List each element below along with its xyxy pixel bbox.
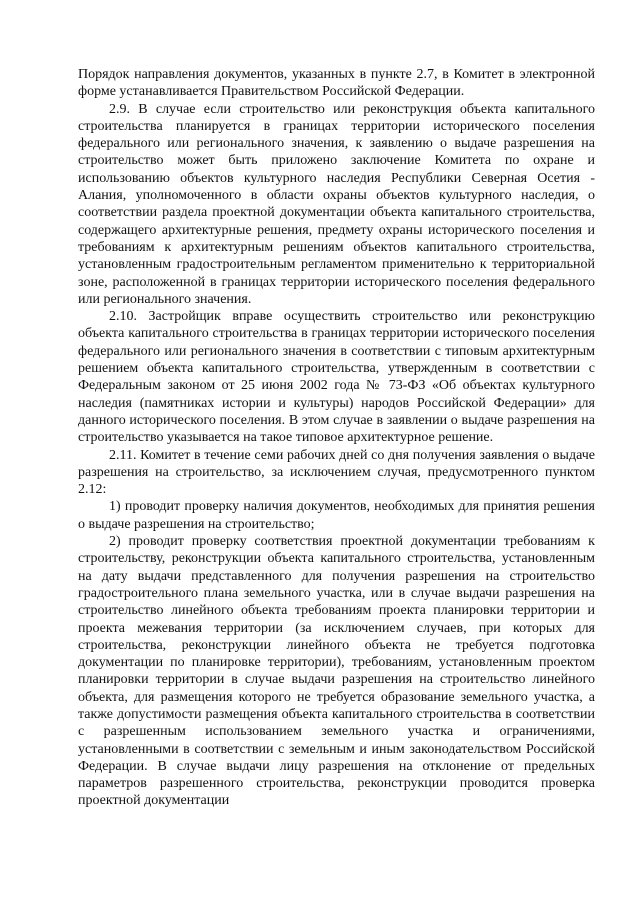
list-item-2: 2) проводит проверку соответствия проектной документации требованиям к строительству, реконструкции объекта капитального строительства, установленным на дату выдачи представленного для получения разрешения на строительство градостроительного плана земельного участка, или в случае выдачи разрешения на строительство линейного объекта требованиям проекта планировки территории и проекта межевания территории (за исключением случаев, при которых для строительства, реконструкции линейного объекта не требуется подготовка документации по планировке территории), требованиям, установленным проектом планировки территории в случае выдачи разрешения на строительство линейного объекта, для размещения которого не требуется образование земельного участка, а также допустимости размещения объекта капитального строительства в соответствии с разрешенным использованием земельного участка и ограничениями, установленными в соответствии с земельным и иным законодательством Российской Федерации. В случае выдачи лицу разрешения на отклонение от предельных параметров разрешенного строительства, реконструкции проводится проверка проектной документации [78,534,595,809]
paragraph-2-9: 2.9. В случае если строительство или реконструкция объекта капитального строительства планируется в границах территории исторического поселения федерального или регионального значения, к заявлению о выдаче разрешения на строительство может быть приложено заключение Комитета по охране и использованию объектов культурного наследия Республики Северная Осетия - Алания, уполномоченного в области охраны объектов культурного наследия, о соответствии раздела проектной документации объекта капитального строительства, содержащего архитектурные решения, предмету охраны исторического поселения и требованиям к архитектурным решениям объектов капитального строительства, установленным градостроительным регламентом применительно к территориальной зоне, расположенной в границах территории исторического поселения федерального или регионального значения. [78,101,595,307]
paragraph-2-11: 2.11. Комитет в течение семи рабочих дней со дня получения заявления о выдаче разрешения на строительство, за исключением случая, предусмотренного пунктом 2.12: [78,447,595,498]
list-item-1: 1) проводит проверку наличия документов, необходимых для принятия решения о выдаче разрешения на строительство; [78,499,595,532]
paragraph-2-10: 2.10. Застройщик вправе осуществить строительство или реконструкцию объекта капитального строительства в границах территории исторического поселения федерального или регионального значения в соответствии с типовым архитектурным решением объекта капитального строительства, утвержденным в соответствии с Федеральным законом от 25 июня 2002 года № 73-ФЗ «Об объектах культурного наследия (памятниках истории и культуры) народов Российской Федерации» для данного исторического поселения. В этом случае в заявлении о выдаче разрешения на строительство указывается на такое типовое архитектурное решение. [78,309,595,446]
paragraph-continuation: Порядок направления документов, указанных в пункте 2.7, в Комитет в электронной форме устанавливается Правительством Российской Федерации. [78,67,595,100]
